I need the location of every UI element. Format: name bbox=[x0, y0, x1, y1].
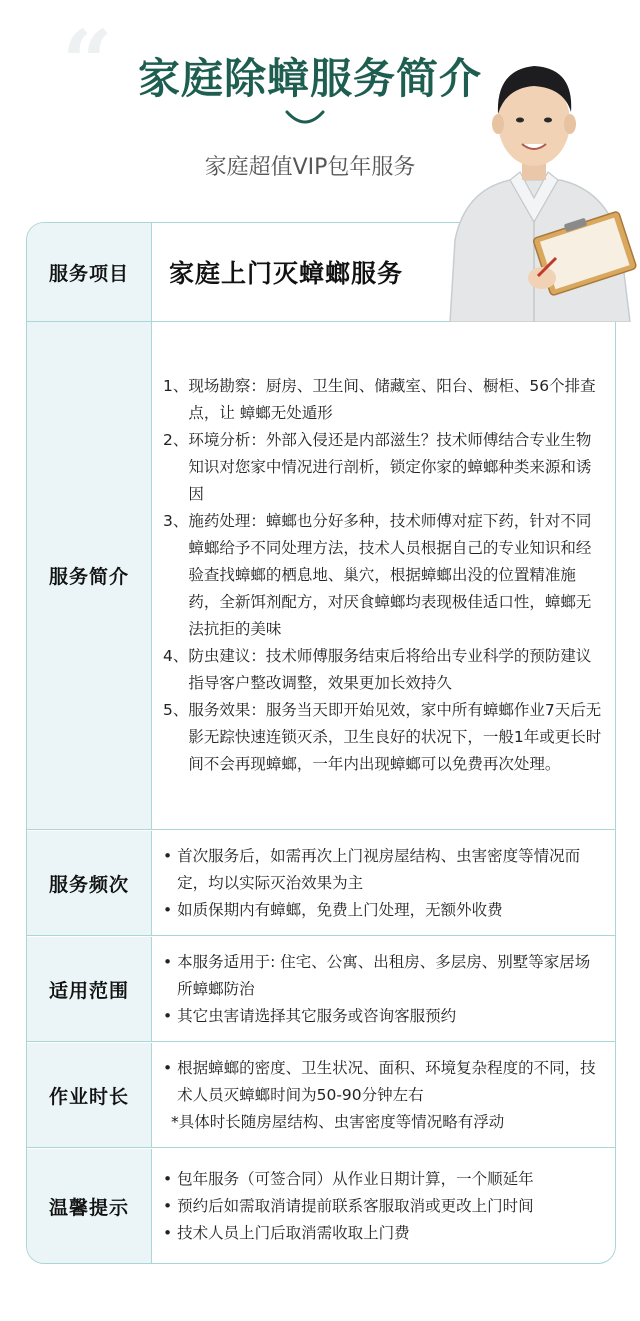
row-label: 作业时长 bbox=[27, 1043, 152, 1147]
list-item: • 其它虫害请选择其它服务或咨询客服预约 bbox=[163, 1006, 457, 1025]
list-item: • 技术人员上门后取消需收取上门费 bbox=[163, 1223, 410, 1242]
row-content bbox=[153, 937, 615, 1041]
list-item: • 根据蟑螂的密度、卫生状况、面积、环境复杂程度的不同，技术人员灭蟑螂时间为50-90分钟左右 bbox=[163, 1058, 596, 1104]
table-row-tips bbox=[27, 1149, 615, 1263]
duration-note: *具体时长随房屋结构、虫害密度等情况略有浮动 bbox=[171, 1112, 505, 1131]
row-content bbox=[153, 831, 615, 935]
table-row-introduction bbox=[27, 322, 615, 830]
table-row-duration bbox=[27, 1043, 615, 1148]
list-item: 4、 防虫建议：技术师傅服务结束后将给出专业科学的预防建议指导客户整改调整，效果更加长效持久 bbox=[163, 647, 592, 692]
list-item: • 如质保期内有蟑螂，免费上门处理，无额外收费 bbox=[163, 900, 503, 919]
list-item: 3、 施药处理：蟑螂也分好多种，技术师傅对症下药，针对不同蟑螂给予不同处理方法，技术人员根据自己的专业知识和经验查找蟑螂的栖息地、巢穴，根据蟑螂出没的位置精准施药，全新饵剂配方，对厌食蟑螂均表现极佳适口性，蟑螂无法抗拒的美味 bbox=[163, 512, 592, 638]
quote-icon: “ bbox=[62, 10, 113, 114]
list-item: • 包年服务（可签合同）从作业日期计算，一个顺延年 bbox=[163, 1169, 534, 1188]
table-row-scope bbox=[27, 937, 615, 1042]
row-content bbox=[153, 1043, 615, 1147]
list-item: 1、 现场勘察：厨房、卫生间、储藏室、阳台、橱柜、56个排查点，让 蟑螂无处遁形 bbox=[163, 377, 596, 422]
page-title: 家庭除蟑服务简介 bbox=[137, 54, 482, 103]
row-content bbox=[153, 322, 615, 829]
list-item: 5、 服务效果：服务当天即开始见效，家中所有蟑螂作业7天后无影无踪快速连锁灭杀，卫生良好的状况下，一般1年或更长时间不会再现蟑螂，一年内出现蟑螂可以免费再次处理。 bbox=[163, 701, 602, 773]
list-item: 2、 环境分析：外部入侵还是内部滋生？技术师傅结合专业生物知识对您家中情况进行剖析，锁定你家的蟑螂种类来源和诱因 bbox=[163, 431, 592, 503]
service-name: 家庭上门灭蟑螂服务 bbox=[169, 259, 404, 288]
row-label: 服务频次 bbox=[27, 831, 152, 935]
service-table bbox=[26, 222, 616, 1264]
list-item: • 预约后如需取消请提前联系客服取消或更改上门时间 bbox=[163, 1196, 534, 1215]
row-label: 适用范围 bbox=[27, 937, 152, 1041]
page-subtitle: 家庭超值VIP包年服务 bbox=[204, 155, 416, 180]
list-item: • 首次服务后，如需再次上门视房屋结构、虫害密度等情况而定，均以实际灭治效果为主 bbox=[163, 846, 581, 892]
row-label: 温馨提示 bbox=[27, 1149, 152, 1263]
technician-illustration bbox=[430, 40, 640, 322]
row-label: 服务简介 bbox=[27, 322, 152, 829]
list-item: • 本服务适用于: 住宅、公寓、出租房、多层房、别墅等家居场所蟑螂防治 bbox=[163, 952, 591, 998]
smile-curve-icon bbox=[282, 108, 328, 134]
row-label: 服务项目 bbox=[27, 223, 152, 321]
row-content bbox=[153, 1149, 615, 1263]
table-row-frequency bbox=[27, 831, 615, 936]
